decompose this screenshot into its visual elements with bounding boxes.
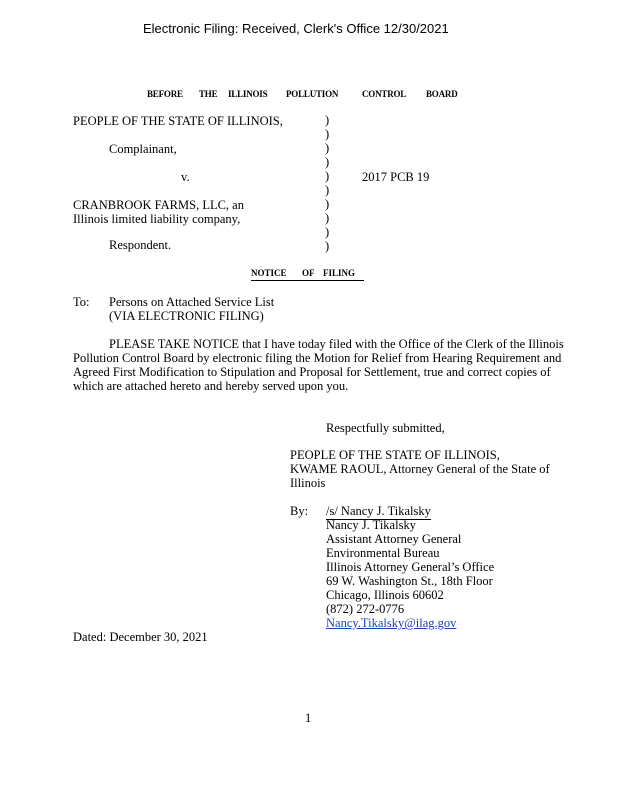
paren: ) — [325, 127, 330, 141]
board-heading-word: CONTROL — [362, 89, 407, 99]
signer-name: Nancy J. Tikalsky — [326, 518, 416, 532]
paren: ) — [325, 141, 330, 155]
signer-city: Chicago, Illinois 60602 — [326, 588, 444, 602]
page-number: 1 — [305, 711, 312, 725]
paren: ) — [325, 113, 330, 127]
to-delivery-method: (VIA ELECTRONIC FILING) — [109, 309, 264, 323]
notice-title-underline — [251, 280, 364, 281]
plaintiff-role: Complainant, — [109, 142, 177, 156]
case-number: 2017 PCB 19 — [362, 170, 430, 184]
board-heading-word: POLLUTION — [286, 89, 339, 99]
board-heading-word: BOARD — [426, 89, 458, 99]
notice-title-word: OF — [302, 268, 315, 278]
notice-title-word: FILING — [323, 268, 356, 278]
board-heading-word: ILLINOIS — [228, 89, 268, 99]
paren: ) — [325, 169, 330, 183]
attorney-general-line2: Illinois — [290, 476, 326, 490]
defendant-role: Respondent. — [109, 238, 172, 252]
electronic-signature: /s/ Nancy J. Tikalsky — [326, 504, 431, 518]
body-paragraph-line: PLEASE TAKE NOTICE that I have today filed with the Office of the Clerk of the Illinois — [109, 337, 564, 351]
signer-email-link[interactable]: Nancy.Tikalsky@ilag.gov — [326, 616, 457, 630]
to-recipients: Persons on Attached Service List — [109, 295, 275, 309]
plaintiff-name: PEOPLE OF THE STATE OF ILLINOIS, — [73, 114, 283, 128]
closing: Respectfully submitted, — [326, 421, 445, 435]
signer-address: 69 W. Washington St., 18th Floor — [326, 574, 493, 588]
signatory-party: PEOPLE OF THE STATE OF ILLINOIS, — [290, 448, 500, 462]
body-paragraph-line: Agreed First Modification to Stipulation and Proposal for Settlement, true and correct copies of — [73, 365, 551, 379]
paren: ) — [325, 239, 330, 253]
paren: ) — [325, 155, 330, 169]
paren: ) — [325, 183, 330, 197]
defendant-name-line2: Illinois limited liability company, — [73, 212, 241, 226]
signer-bureau: Environmental Bureau — [326, 546, 440, 560]
signer-phone: (872) 272-0776 — [326, 602, 405, 616]
paren: ) — [325, 197, 330, 211]
by-label: By: — [290, 504, 309, 518]
board-heading-word: BEFORE — [147, 89, 183, 99]
notice-title-word: NOTICE — [251, 268, 287, 278]
paren: ) — [325, 225, 330, 239]
dated-line: Dated: December 30, 2021 — [73, 630, 208, 644]
body-paragraph-line: Pollution Control Board by electronic filing the Motion for Relief from Hearing Requirement and — [73, 351, 562, 365]
electronic-filing-stamp: Electronic Filing: Received, Clerk's Office 12/30/2021 — [143, 21, 449, 36]
to-label: To: — [73, 295, 90, 309]
signer-title: Assistant Attorney General — [326, 532, 462, 546]
board-heading-word: THE — [199, 89, 218, 99]
signer-office: Illinois Attorney General’s Office — [326, 560, 495, 574]
caption-parentheses — [325, 113, 337, 253]
attorney-general-line1: KWAME RAOUL, Attorney General of the State of — [290, 462, 550, 476]
versus: v. — [181, 170, 190, 184]
paren: ) — [325, 211, 330, 225]
body-paragraph-line: which are attached hereto and hereby served upon you. — [73, 379, 349, 393]
defendant-name-line1: CRANBROOK FARMS, LLC, an — [73, 198, 244, 212]
